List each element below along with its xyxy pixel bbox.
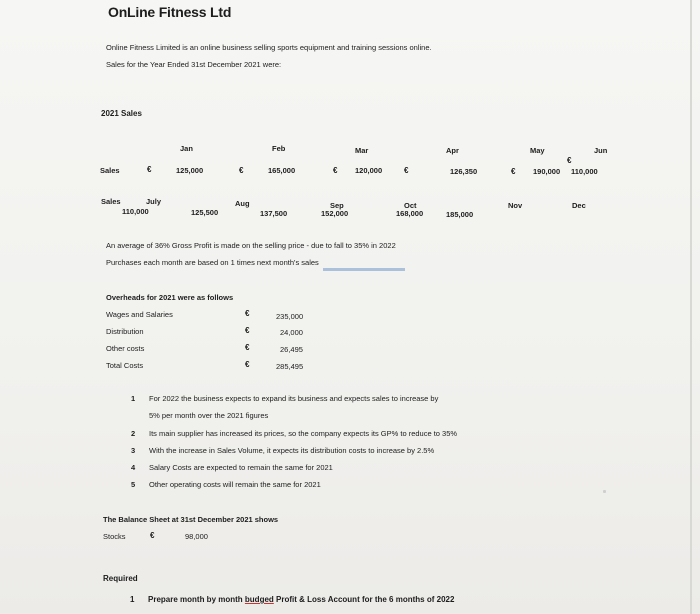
overhead-label: Total Costs — [106, 361, 144, 370]
sales-value: 120,000 — [355, 166, 383, 175]
gross-profit-note: An average of 36% Gross Profit is made on the selling price - due to fall to 35% in 2022 — [106, 241, 396, 250]
required-task — [148, 595, 454, 604]
sales-value: 110,000 — [571, 167, 598, 176]
sales-value: 125,000 — [176, 166, 204, 175]
list-item: With the increase in Sales Volume, it expects its distribution costs to increase by 2.5% — [149, 446, 435, 455]
overheads-heading: Overheads for 2021 were as follows — [106, 293, 234, 302]
month-label: Dec — [572, 201, 586, 210]
sales-value: 137,500 — [260, 209, 288, 218]
month-label: Apr — [446, 146, 459, 155]
intro-line-1: Online Fitness Limited is an online business selling sports equipment and training sessions online. — [106, 43, 432, 52]
month-label: May — [530, 146, 545, 155]
euro-symbol: € — [239, 166, 244, 175]
euro-symbol: € — [333, 166, 338, 175]
month-label: Mar — [355, 146, 369, 155]
required-heading: Required — [103, 574, 138, 583]
list-number: 4 — [131, 463, 136, 472]
euro-symbol: € — [404, 166, 409, 175]
sales-value: 190,000 — [533, 167, 561, 176]
sales-value: 185,000 — [446, 210, 474, 219]
purchases-note: Purchases each month are based on 1 times next month's sales — [106, 258, 319, 267]
required-text-after: Profit & Loss Account for the 6 months of 2022 — [273, 595, 455, 604]
euro-symbol: € — [150, 531, 155, 540]
overhead-label: Other costs — [106, 344, 145, 353]
euro-symbol: € — [511, 167, 516, 176]
euro-symbol: € — [567, 156, 572, 165]
scan-speck — [603, 490, 606, 493]
list-item: Salary Costs are expected to remain the same for 2021 — [149, 463, 333, 472]
overhead-label: Wages and Salaries — [106, 310, 173, 319]
month-label: Aug — [235, 199, 250, 208]
overhead-value: 26,495 — [280, 345, 303, 354]
month-label: July — [146, 197, 162, 206]
highlight-underline — [323, 268, 405, 271]
euro-symbol: € — [147, 165, 152, 174]
month-label: Jan — [180, 144, 193, 153]
overhead-value: 235,000 — [276, 312, 304, 321]
euro-symbol: € — [245, 360, 250, 369]
stocks-value: 98,000 — [185, 532, 208, 541]
document-title: OnLine Fitness Ltd — [108, 4, 232, 20]
euro-symbol: € — [245, 326, 250, 335]
euro-symbol: € — [245, 309, 250, 318]
page-edge — [690, 0, 692, 614]
month-label: Sep — [330, 201, 344, 210]
required-text-before: Prepare month by month — [148, 595, 245, 604]
sales-row-label: Sales — [101, 197, 121, 206]
month-label: Jun — [594, 146, 608, 155]
sales-value: 110,000 — [122, 207, 149, 216]
sales-value: 152,000 — [321, 209, 349, 218]
euro-symbol: € — [245, 343, 250, 352]
sales-value: 126,350 — [450, 167, 478, 176]
sales-row-label: Sales — [100, 166, 120, 175]
list-number: 3 — [131, 446, 136, 455]
sales-value: 168,000 — [396, 209, 424, 218]
sales-value: 165,000 — [268, 166, 296, 175]
list-item-continuation: 5% per month over the 2021 figures — [149, 411, 269, 420]
month-label: Feb — [272, 144, 286, 153]
overhead-value: 24,000 — [280, 328, 303, 337]
intro-line-2: Sales for the Year Ended 31st December 2021 were: — [106, 60, 282, 69]
list-number: 5 — [131, 480, 136, 489]
required-misspelled-word: budged — [244, 595, 274, 604]
month-label: Nov — [508, 201, 523, 210]
list-item: Its main supplier has increased its prices, so the company expects its GP% to reduce to 35% — [149, 429, 458, 438]
overhead-label: Distribution — [106, 327, 144, 336]
list-item: For 2022 the business expects to expand its business and expects sales to increase by — [149, 394, 439, 403]
month-label: Oct — [404, 201, 417, 210]
list-number: 2 — [131, 429, 136, 438]
required-number: 1 — [130, 595, 135, 604]
stocks-label: Stocks — [103, 532, 126, 541]
list-number: 1 — [131, 394, 136, 403]
overhead-value: 285,495 — [276, 362, 304, 371]
sales-heading: 2021 Sales — [101, 109, 142, 118]
list-item: Other operating costs will remain the same for 2021 — [149, 480, 321, 489]
sales-value: 125,500 — [191, 208, 219, 217]
balance-sheet-heading: The Balance Sheet at 31st December 2021 shows — [103, 515, 279, 524]
